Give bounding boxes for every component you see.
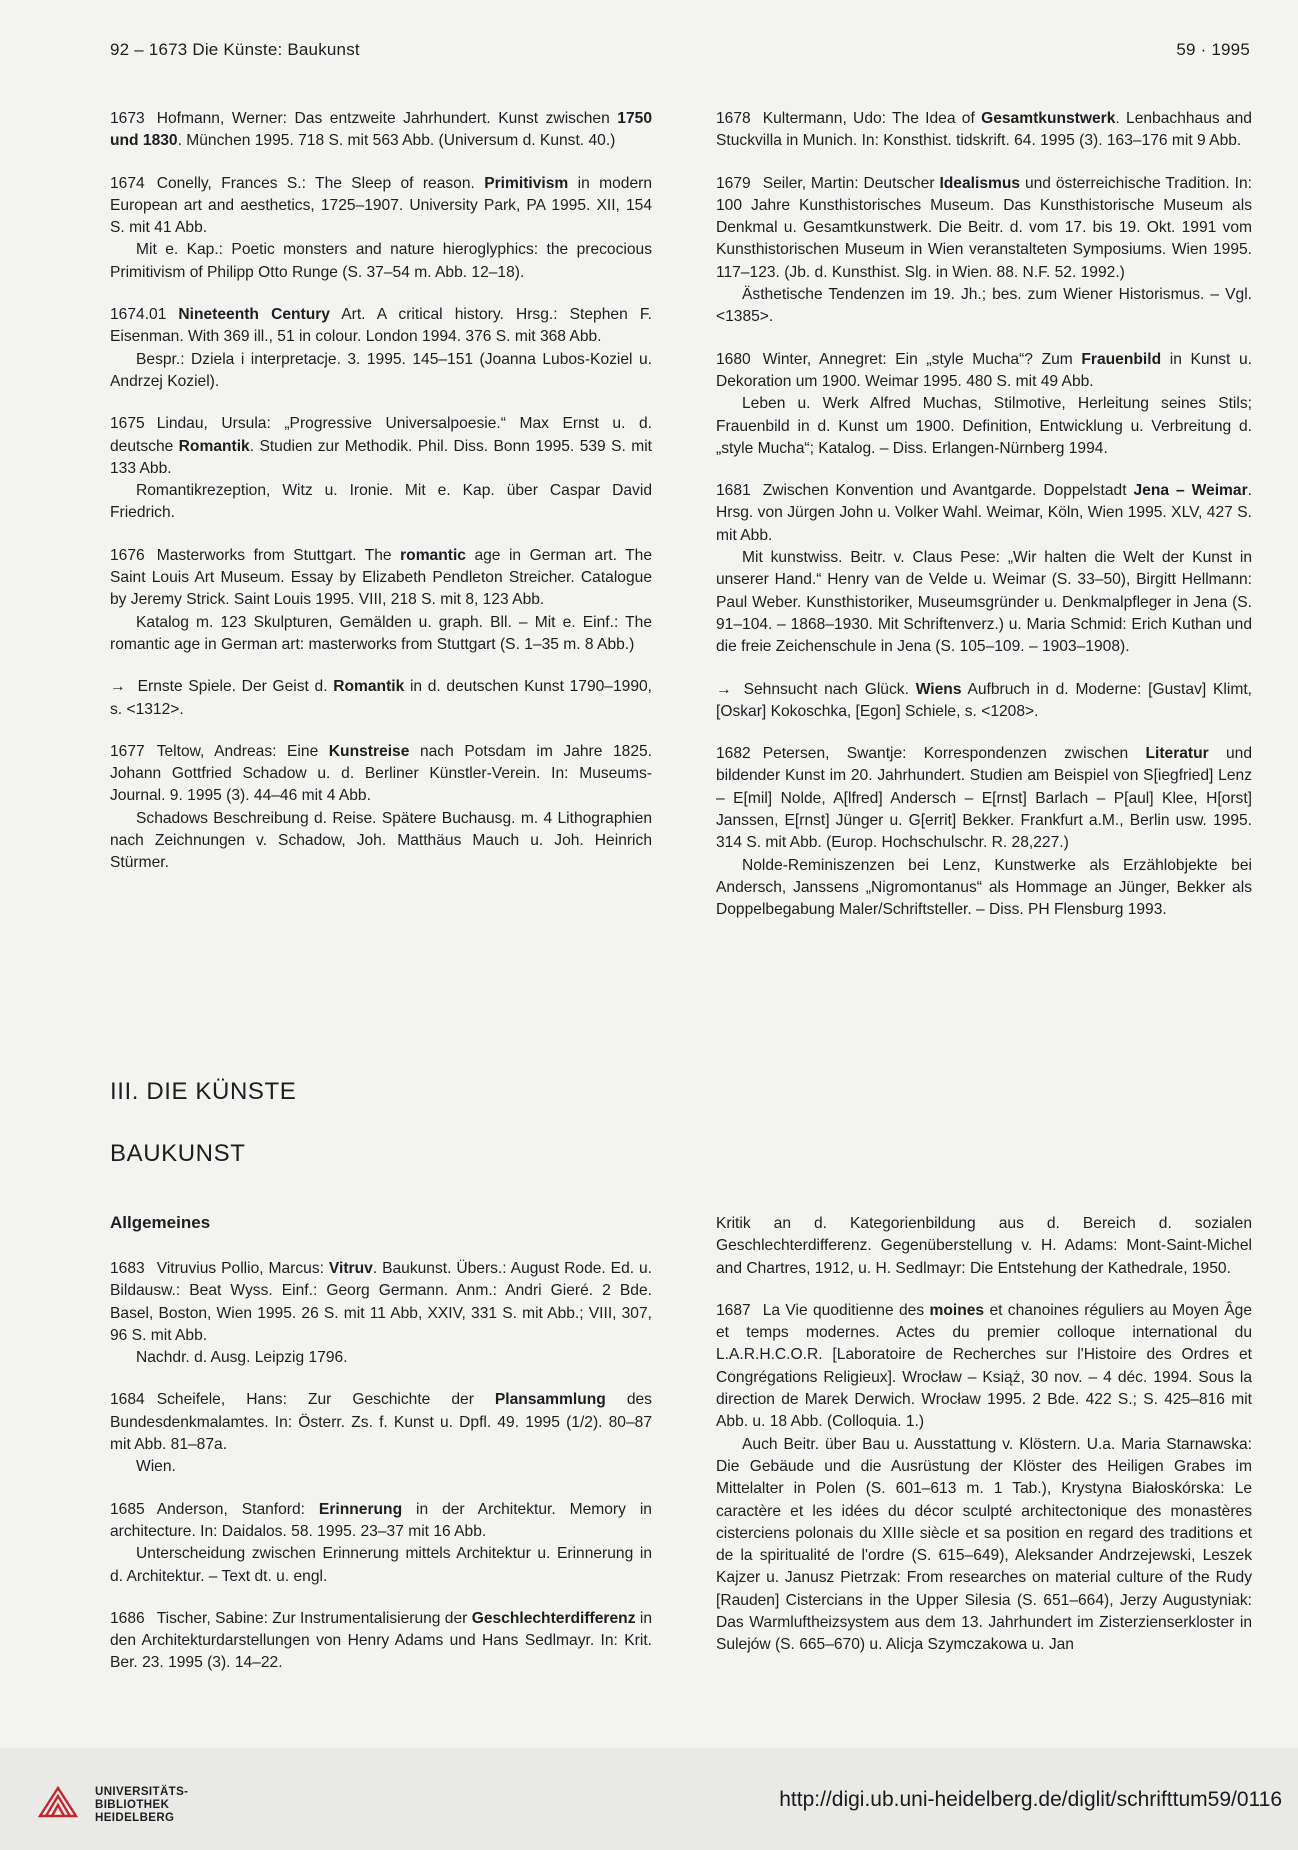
entry-number: 1677 — [110, 742, 145, 760]
entry-annotation: Mit e. Kap.: Poetic monsters and nature hieroglyphics: the precocious Primitivism of Philipp Otto Runge (S. 37–54 m. Abb. 12–18). — [110, 241, 652, 281]
entry-keyword: Romantik — [333, 678, 405, 696]
left-column-bottom — [110, 1258, 652, 1695]
page-header — [110, 40, 1250, 64]
bibliography-entry — [110, 741, 652, 875]
group-heading: Allgemeines — [110, 1213, 211, 1232]
entry-citation: 1679 Seiler, Martin: Deutscher Idealismus und österreichische Tradition. In: 100 Jahre Kunsthistorisches Museum. Das Kunsthistorische Museum als Denkmal u. Gesamtkunstwerk. Die Beitr. d. vom 17. bis 19. Okt. 1991 vom Kunsthistorischen Museum in Wien veranstalteten Symposiums. Wien 1995. 117–123. (Jb. d. Kunsthist. Slg. in Wien. 88. N.F. 52. 1992.) — [716, 174, 1252, 281]
entry-number: 1686 — [110, 1609, 145, 1627]
entry-keyword: Primitivism — [484, 174, 569, 192]
entry-number: 1680 — [716, 350, 751, 368]
bibliography-entry — [110, 676, 652, 721]
entry-annotation: Unterscheidung zwischen Erinnerung mittels Architektur u. Erinnerung in d. Architektur. – Text dt. u. engl. — [110, 1545, 652, 1585]
entry-citation: 1676 Masterworks from Stuttgart. The romantic age in German art. The Saint Louis Art Museum. Essay by Elizabeth Pendleton Streicher. Catalogue by Jeremy Strick. Saint Louis 1995. VIII, 218 S. mit 8, 123 Abb. — [110, 546, 652, 609]
entry-annotation: Schadows Beschreibung d. Reise. Spätere Buchausg. m. 4 Lithographien nach Zeichnungen v. Schadow, Joh. Matthäus Mauch u. Joh. Heinrich Stürmer. — [110, 809, 652, 872]
entry-keyword: Erinnerung — [318, 1500, 403, 1518]
entry-annotation: Wien. — [136, 1458, 176, 1476]
bibliography-entry — [716, 1213, 1252, 1280]
bibliography-entry — [110, 413, 652, 524]
footer — [0, 1748, 1298, 1850]
library-name — [95, 1786, 188, 1825]
entry-number: 1673 — [110, 110, 145, 127]
entry-keyword: Literatur — [1145, 745, 1209, 763]
entry-citation: 1686 Tischer, Sabine: Zur Instrumentalisierung der Geschlechterdifferenz in den Architekturdarstellungen von Henry Adams und Hans Sedlmayr. In: Krit. Ber. 23. 1995 (3). 14–22. — [110, 1609, 652, 1672]
entry-keyword: romantic — [400, 546, 466, 564]
entry-keyword: moines — [929, 1301, 985, 1319]
entry-number: 1674 — [110, 174, 145, 192]
bibliography-entry — [110, 1608, 652, 1675]
entry-citation: 1675 Lindau, Ursula: „Progressive Universalpoesie.“ Max Ernst u. d. deutsche Romantik. Studien zur Methodik. Phil. Diss. Bonn 1995. 539 S. mit 133 Abb. — [110, 415, 652, 477]
entry-number: 1687 — [716, 1301, 751, 1319]
entry-annotation: Nachdr. d. Ausg. Leipzig 1796. — [136, 1349, 348, 1367]
bibliography-entry — [110, 1389, 652, 1478]
left-column — [110, 108, 652, 895]
entry-citation: 1683 Vitruvius Pollio, Marcus: Vitruv. Baukunst. Übers.: August Rode. Ed. u. Bildausw.: Beat Wyss. Einf.: Georg Germann. Anm.: Andri Gieré. 2 Bde. Basel, Boston, Wien 1995. 26 S. mit 11 Abb, XXIV, 331 S. mit Abb.; VIII, 307, 96 S. mit Abb. — [110, 1260, 652, 1344]
right-column-bottom — [716, 1213, 1252, 1677]
page-number: 59 · 1995 — [1176, 40, 1250, 59]
right-column — [716, 108, 1252, 942]
entry-annotation: Romantikrezeption, Witz u. Ironie. Mit e. Kap. über Caspar David Friedrich. — [110, 482, 652, 522]
entry-citation: 1677 Teltow, Andreas: Eine Kunstreise nach Potsdam im Jahre 1825. Johann Gottfried Schadow u. d. Berliner Künstler-Verein. In: Museums-Journal. 9. 1995 (3). 44–46 mit 4 Abb. — [110, 742, 652, 805]
section-subtitle: BAUKUNST — [110, 1140, 246, 1167]
entry-citation: 1673 Hofmann, Werner: Das entzweite Jahrhundert. Kunst zwischen 1750 und 1830. München 1995. 718 S. mit 563 Abb. (Universum d. Kunst. 40.) — [110, 110, 652, 150]
entry-annotation: Nolde-Reminiszenzen bei Lenz, Kunstwerke als Erzählobjekte bei Andersch, Janssens „Nigromontanus“ als Hommage an Jünger, Bekker als Doppelbegabung Maler/Schriftsteller. – Diss. PH Flensburg 1993. — [716, 856, 1252, 919]
entry-number: 1675 — [110, 415, 145, 433]
entry-citation: → Sehnsucht nach Glück. Wiens Aufbruch in d. Moderne: [Gustav] Klimt, [Oskar] Kokoschka, [Egon] Schiele, s. <1208>. — [716, 680, 1252, 720]
entry-keyword: Geschlechterdifferenz — [471, 1609, 636, 1627]
entry-number: 1684 — [110, 1391, 145, 1409]
entry-citation: 1684 Scheifele, Hans: Zur Geschichte der Plansammlung des Bundesdenkmalamtes. In: Österr. Zs. f. Kunst u. Dpfl. 49. 1995 (1/2). 80–87 mit Abb. 81–87a. — [110, 1391, 652, 1454]
entry-keyword: Gesamtkunstwerk — [981, 110, 1116, 127]
entry-citation: 1674.01 Nineteenth Century Art. A critical history. Hrsg.: Stephen F. Eisenman. With 369 ill., 51 in colour. London 1994. 376 S. mit 368 Abb. — [110, 306, 652, 346]
entry-annotation: Katalog m. 123 Skulpturen, Gemälden u. graph. Bll. – Mit e. Einf.: The romantic age in German art: masterworks from Stuttgart (S. 1–35 m. 8 Abb.) — [110, 613, 652, 653]
bibliography-entry — [110, 304, 652, 393]
entry-citation: → Ernste Spiele. Der Geist d. Romantik in d. deutschen Kunst 1790–1990, s. <1312>. — [110, 678, 652, 718]
entry-keyword: Romantik — [178, 437, 250, 455]
entry-number: → — [716, 680, 732, 698]
entry-number: 1685 — [110, 1500, 145, 1518]
entry-keyword: Jena – Weimar — [1133, 482, 1248, 500]
library-name-line: BIBLIOTHEK — [95, 1799, 170, 1811]
section-title: III. DIE KÜNSTE — [110, 1078, 297, 1105]
bibliography-entry — [716, 743, 1252, 921]
library-logo-icon — [36, 1780, 80, 1824]
entry-keyword: Frauenbild — [1081, 350, 1162, 368]
bibliography-entry — [716, 349, 1252, 460]
entry-keyword: Kunstreise — [328, 742, 410, 760]
entry-citation: 1674 Conelly, Frances S.: The Sleep of reason. Primitivism in modern European art and aesthetics, 1725–1907. University Park, PA 1995. XII, 154 S. mit 41 Abb. — [110, 174, 652, 237]
entry-citation: 1685 Anderson, Stanford: Erinnerung in der Architektur. Memory in architecture. In: Daidalos. 58. 1995. 23–37 mit 16 Abb. — [110, 1500, 652, 1540]
bibliography-entry — [716, 173, 1252, 329]
bibliography-entry — [110, 173, 652, 284]
entry-citation: 1681 Zwischen Konvention und Avantgarde. Doppelstadt Jena – Weimar. Hrsg. von Jürgen John u. Volker Wahl. Weimar, Köln, Wien 1995. XLV, 427 S. mit Abb. — [716, 482, 1252, 544]
entry-citation: 1680 Winter, Annegret: Ein „style Mucha“? Zum Frauenbild in Kunst u. Dekoration um 1900. Weimar 1995. 480 S. mit 49 Abb. — [716, 350, 1252, 390]
bibliography-entry — [716, 108, 1252, 153]
entry-annotation: Mit kunstwiss. Beitr. v. Claus Pese: „Wir halten die Welt der Kunst in unserer Hand.“ Henry van de Velde u. Weimar (S. 33–50), Birgitt Hellmann: Paul Weber. Kunsthistoriker, Museumsgründer u. Denkmalpfleger in Jena (S. 91–104. – 1868–1930. Mit Schriftenverz.) u. Maria Schmid: Erich Kuthan und die freie Zeichenschule in Jena (S. 105–109. – 1903–1908). — [716, 549, 1252, 656]
entry-number: 1681 — [716, 482, 751, 500]
bibliography-entry — [110, 1499, 652, 1588]
entry-number: 1683 — [110, 1260, 145, 1277]
entry-annotation: Kritik an d. Kategorienbildung aus d. Bereich d. sozialen Geschlechterdifferenz. Gegenüberstellung v. H. Adams: Mont-Saint-Michel and Chartres, 1912, u. H. Sedlmayr: Die Entstehung der Kathedrale, 1950. — [716, 1215, 1252, 1277]
entry-keyword: Nineteenth Century — [178, 306, 330, 324]
entry-number: 1676 — [110, 546, 145, 564]
library-name-line: UNIVERSITÄTS- — [95, 1786, 189, 1798]
entry-number: 1682 — [716, 745, 751, 763]
bibliography-entry — [110, 108, 652, 153]
entry-keyword: Idealismus — [939, 174, 1021, 192]
entry-number: 1674.01 — [110, 306, 167, 324]
entry-annotation: Auch Beitr. über Bau u. Ausstattung v. Klöstern. U.a. Maria Starnawska: Die Gebäude und die Ausrüstung der Klöster des Heiligen Grabes im Mittelalter in Polen (S. 601–613 m. 1 Tab.), Krystyna Białoskórska: Le caractère et les idées du décor sculpté architectonique des monastères cisterciens polonais du XIIIe siècle et sa position en regard des traditions et de la spiritualité de l'ordre (S. 615–649), Aleksander Andrzejewski, Leszek Kajzer u. Janusz Pietrzak: From researches on material culture of the Rudy [Rauden] Cistercians in the Upper Silesia (S. 651–664), Jerzy Augustyniak: Das Warmluftheizsystem aus dem 13. Jahrhundert im Zisterzienserkloster in Sulejów (S. 665–670) u. Alicja Szymczakowa u. Jan — [716, 1435, 1252, 1654]
entry-keyword: Plansammlung — [494, 1391, 606, 1409]
entry-annotation: Ästhetische Tendenzen im 19. Jh.; bes. zum Wiener Historismus. – Vgl. <1385>. — [716, 286, 1252, 326]
entry-keyword: 1750 und 1830 — [110, 110, 652, 150]
bibliography-entry — [716, 679, 1252, 724]
entry-number: 1679 — [716, 174, 751, 192]
entry-citation: 1682 Petersen, Swantje: Korrespondenzen zwischen Literatur und bildender Kunst im 20. Jahrhundert. Studien am Beispiel von S[iegfried] Lenz – E[mil] Nolde, A[lfred] Andersch – E[rnst] Barlach – P[aul] Klee, H[orst] Janssen, E[rnst] Jünger u. G[errit] Bekker. Frankfurt a.M., Berlin usw. 1995. 314 S. mit Abb. (Europ. Hochschulschr. R. 28,227.) — [716, 745, 1252, 852]
bibliography-entry — [110, 545, 652, 656]
entry-keyword: Wiens — [915, 680, 962, 698]
bibliography-entry — [716, 480, 1252, 658]
entry-citation: 1687 La Vie quoditienne des moines et chanoines réguliers au Moyen Âge et temps modernes. Actes du premier colloque international du L.A.R.H.C.O.R. [Laboratoire de Recherches sur l'Histoire des Ordres et Congrégations Religieux]. Wrocław – Książ, 30 nov. – 4 déc. 1994. Sous la direction de Marek Derwich. Wrocław 1995. 2 Bde. 422 S.; S. 425–816 mit Abb. u. 18 Abb. (Colloquia. 1.) — [716, 1301, 1252, 1431]
source-url-link[interactable]: http://digi.ub.uni-heidelberg.de/diglit/schrifttum59/0116 — [779, 1788, 1282, 1811]
entry-keyword: Vitruv — [328, 1260, 373, 1277]
library-name-line: HEIDELBERG — [95, 1812, 175, 1824]
entry-annotation: Leben u. Werk Alfred Muchas, Stilmotive, Herleitung seines Stils; Frauenbild in d. Kunst um 1900. Definition, Entwicklung u. Verbreitung d. „style Mucha“; Katalog. – Diss. Erlangen-Nürnberg 1994. — [716, 395, 1252, 457]
entry-number: 1678 — [716, 110, 751, 127]
bibliography-entry — [110, 1258, 652, 1369]
bibliography-entry — [716, 1300, 1252, 1657]
entry-annotation: Bespr.: Dziela i interpretacje. 3. 1995. 145–151 (Joanna Lubos-Koziel u. Andrzej Koziel). — [110, 350, 652, 390]
running-head: 92 – 1673 Die Künste: Baukunst — [110, 40, 360, 59]
entry-number: → — [110, 678, 126, 696]
entry-citation: 1678 Kultermann, Udo: The Idea of Gesamtkunstwerk. Lenbachhaus and Stuckvilla in Munich. In: Konsthist. tidskrift. 64. 1995 (3). 163–176 mit 9 Abb. — [716, 110, 1252, 150]
